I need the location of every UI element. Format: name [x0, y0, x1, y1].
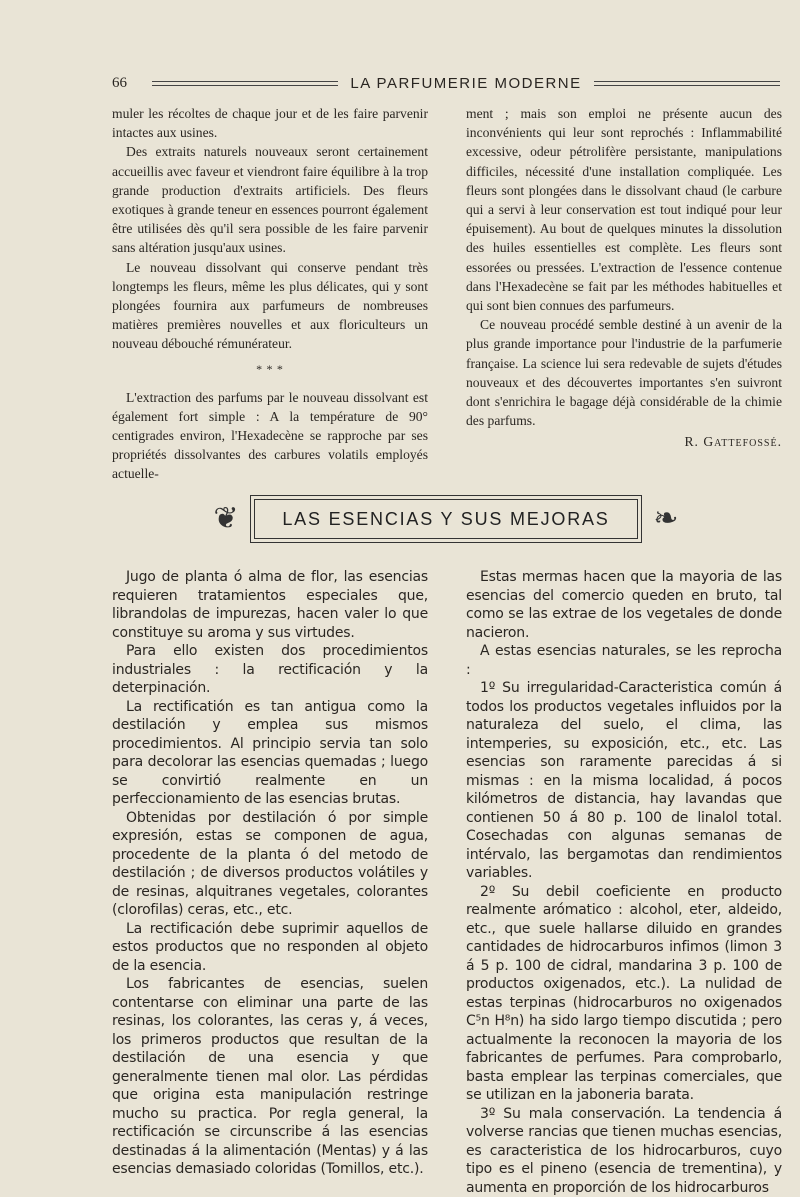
journal-title: LA PARFUMERIE MODERNE: [350, 74, 582, 92]
spanish-article-column-2: [466, 568, 782, 1197]
ornament-right-icon: ❧: [653, 502, 679, 535]
spanish-article-column-1: [112, 568, 428, 1179]
paragraph: 1º Su irregularidad-Caracteristica común á todos los productos vegetales influidos por la naturaleza del suelo, el clima, las intemperies, su exposición, etc., etc. Las esencias son raramente parecidas á si mismas : en la misma localidad, á pocos kilómetros de distancia, hay lavandas que contienen 50 á 80 p. 100 de linalol total. Cosechadas con algunas semanas de intérvalo, las bergamotas dan rendimientos variables.: [466, 680, 782, 881]
paragraph: Los fabricantes de esencias, suelen contentarse con eliminar una parte de las resinas, los colorantes, las ceras y, á veces, los primeros productos que resultan de la destilación de una esencia y que generalmente tienen mal olor. Las pérdidas que origina esta manipulación restringe mucho su practica. Por regla general, la rectificación se circunscribe á las esencias destinadas á la alimentación (Mentas) y á las esencias demasiado coloridas (Tomillos, etc.).: [112, 976, 428, 1177]
paragraph: Ce nouveau procédé semble destiné à un avenir de la plus grande importance pour l'industrie de la parfumerie française. La science lui sera redevable de sujets d'études nouveaux et des découvertes importantes s'en suivront dont s'enrichira le bagage déjà considérable de la chimie des parfums.: [466, 317, 782, 429]
asterism-separator: * * *: [256, 361, 284, 376]
paragraph: La rectificación debe suprimir aquellos de estos productos que no responden al objeto de la esencia.: [112, 920, 428, 974]
paragraph: muler les récoltes de chaque jour et de les faire parvenir intactes aux usines.: [112, 106, 428, 141]
paragraph: Le nouveau dissolvant qui conserve pendant très longtemps les fleurs, même les plus délicates, qui y sont plongées fournira aux parfumeurs de nombreuses matières premières nouvelles et aux floriculteurs un nouveau débouché rémunérateur.: [112, 259, 428, 352]
header-rule-right: [594, 81, 780, 86]
section-title-banner: [206, 494, 686, 544]
section-title: LAS ESENCIAS Y SUS MEJORAS: [282, 508, 610, 529]
paragraph: Des extraits naturels nouveaux seront certainement accueillis avec faveur et viendront faire équilibre à la trop grande production d'extraits artificiels. Des fleurs exotiques à grande teneur en essences pourront également être utilisées dès qu'il sera possible de les faire parvenir sans altération jusqu'aux usines.: [112, 144, 428, 256]
paragraph: Jugo de planta ó alma de flor, las esencias requieren tratamientos especiales que, librandolas de impurezas, hacen valer lo que constituye su aroma y sus virtudes.: [112, 569, 428, 641]
french-article-column-2: [466, 104, 782, 452]
french-article-column-1: [112, 104, 428, 484]
paragraph: ment ; mais son emploi ne présente aucun des inconvénients qui leur sont reprochés : Inflammabilité excessive, odeur pétrolifère persistante, manipulations difficiles, nécessité d'une installation compliquée. Les fleurs sont plongées dans le dissolvant chaud (le carbure qui a servi à leur conservation est tout indiqué pour leur épuisement). Au bout de quelques minutes la dissolution des huiles essentielles est complète. Les fleurs sont essorées ou pressées. L'extraction de l'essence contenue dans l'Hexadecène se fait par les méthodes habituelles et qui sont bien connues des parfumeurs.: [466, 106, 782, 314]
section-title-frame: [250, 495, 642, 543]
paragraph: A estas esencias naturales, se les reprocha :: [466, 643, 782, 678]
header-rule-left: [152, 81, 338, 86]
page-number: 66: [112, 74, 127, 91]
author-signature: R. Gattefossé.: [684, 434, 782, 450]
running-head: [112, 72, 780, 94]
paragraph: Estas mermas hacen que la mayoria de las esencias del comercio queden en bruto, tal como se las extrae de los vegetales de donde nacieron.: [466, 569, 782, 641]
ornament-left-icon: ❦: [213, 502, 239, 535]
paragraph: 3º Su mala conservación. La tendencia á volverse rancias que tienen muchas esencias, es caracteristica de los hidrocarburos, cuyo tipo es el pineno (esencia de trementina), y aumenta en proporción de los hidrocarburos: [466, 1105, 782, 1196]
paragraph: Obtenidas por destilación ó por simple expresión, estas se componen de agua, procedente de la planta ó del metodo de destilación ; de diversos productos volátiles y de resinas, alquitranes vegetales, colorantes (clorofilas) ceras, etc., etc.: [112, 809, 428, 918]
paragraph: 2º Su debil coeficiente en producto realmente arómatico : alcohol, eter, aldeido, etc., que suele hallarse diluido en grandes cantidades de hidrocarburos infimos (limon 3 á 5 p. 100 de cidral, mandarina 3 p. 100 de productos oxigenados, etc.). La nulidad de estas terpinas (hidrocarburos no oxigenados C⁵n H⁸n) ha sido largo tiempo discutida ; pero actualmente la reconocen la mayoria de los fabricantes de perfumes. Para comprobarlo, basta emplear las terpinas comerciales, que se utilizan en la jaboneria barata.: [466, 883, 782, 1103]
paragraph: La rectificatión es tan antigua como la destilación y emplea sus mismos procedimientos. Al principio servia tan solo para decolorar las esencias quemadas ; luego se convirtió realmente en un perfeccionamiento de las esencias brutas.: [112, 698, 428, 807]
paragraph: L'extraction des parfums par le nouveau dissolvant est également fort simple : A la température de 90° centigrades environ, l'Hexadecène se rapproche par ses propriétés dissolvantes des carbures volatils employés actuelle-: [112, 389, 428, 482]
paragraph: Para ello existen dos procedimientos industriales : la rectificación y la deterpinación.: [112, 643, 428, 696]
